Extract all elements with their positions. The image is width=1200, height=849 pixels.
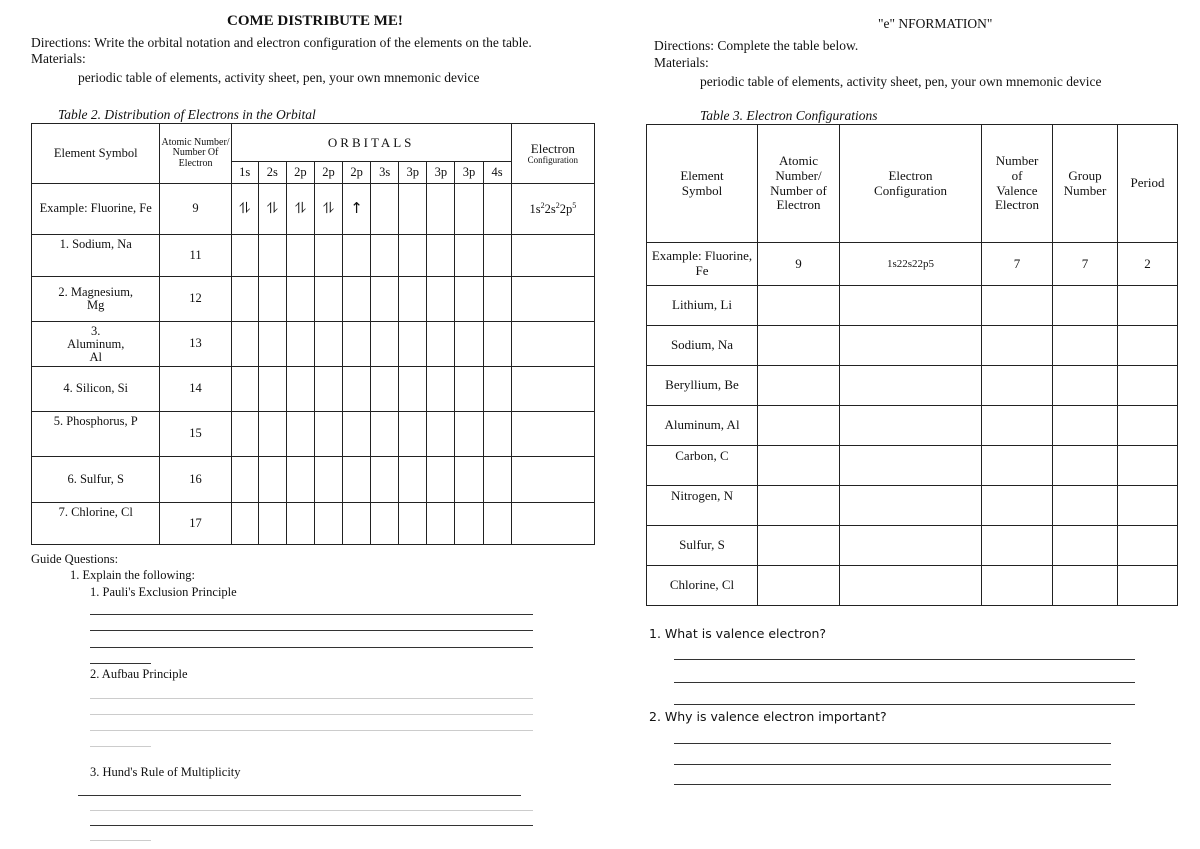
t3-row-element: Chlorine, Cl [647,566,758,606]
t3-row-element: Sulfur, S [647,526,758,566]
orbital-label: 1s [231,162,258,184]
answer-line[interactable] [90,810,533,811]
table-row [647,446,1178,486]
example-element: Example: Fluorine, Fe [32,184,160,235]
answer-line[interactable] [90,825,533,826]
row-element: 5. Phosphorus, P [32,412,160,457]
answer-line[interactable] [674,704,1135,705]
header-atomic-number: Atomic Number/ Number Of Electron [160,124,231,184]
table-row [32,235,595,277]
config-part: 2s [544,202,556,217]
table-row [647,566,1178,606]
orbital-label: 3p [399,162,427,184]
table-row [32,457,595,503]
t3-row-element: Lithium, Li [647,286,758,326]
row-number: 14 [160,367,231,412]
orbital-label: 2p [286,162,314,184]
t3-example-element: Example: Fluorine, Fe [647,243,758,286]
answer-line[interactable] [90,746,151,747]
t3-row-element: Sodium, Na [647,326,758,366]
header-electron-configuration [511,124,594,184]
table2-example-row [32,184,595,235]
answer-line[interactable] [674,682,1135,683]
right-materials-label: Materials: [654,55,709,70]
answer-line[interactable] [90,698,533,699]
table-row [647,526,1178,566]
row-element: 2. Magnesium, Mg [32,277,160,322]
row-element: 1. Sodium, Na [32,235,160,277]
config-part: 5 [572,200,577,210]
row-number: 12 [160,277,231,322]
guide-questions-heading: Guide Questions: [31,552,119,566]
orbital-arrows: ⥮ [314,184,342,235]
t3-header-group: Group Number [1053,125,1118,243]
config-part: 2p [559,202,573,217]
t3-example-configuration: 1s22s22p5 [840,243,982,286]
row-element: 4. Silicon, Si [32,367,160,412]
t3-header-atomic-number: Atomic Number/ Number of Electron [758,125,840,243]
t3-header-valence: Number of Valence Electron [982,125,1053,243]
example-number: 9 [160,184,231,235]
right-materials: periodic table of elements, activity sheet, pen, your own mnemonic device [700,74,1102,89]
right-page-title: "e" NFORMATION" [878,16,993,31]
answer-line[interactable] [674,743,1111,744]
orbital-distribution-table [31,123,595,545]
t3-row-element: Nitrogen, N [647,486,758,526]
orbital-label: 3s [371,162,399,184]
table-row [647,326,1178,366]
answer-line[interactable] [90,730,533,731]
row-element: 7. Chlorine, Cl [32,503,160,545]
answer-line[interactable] [90,630,533,631]
t3-header-period: Period [1118,125,1178,243]
t3-row-element: Aluminum, Al [647,406,758,446]
guide-item-aufbau: 2. Aufbau Principle [90,667,188,681]
config-part: 1s [529,202,541,217]
orbital-arrows: ↑ [343,184,371,235]
answer-line[interactable] [674,764,1111,765]
table3-example-row [647,243,1178,286]
table-row [32,367,595,412]
orbital-label: 2s [258,162,286,184]
answer-line[interactable] [90,647,533,648]
row-element: 3. Aluminum, Al [32,322,160,367]
header-element-symbol: Element Symbol [32,124,160,184]
left-materials: periodic table of elements, activity sheet, pen, your own mnemonic device [78,70,480,85]
table-row [32,277,595,322]
header-electron-label: Electron [530,140,575,156]
guide-question-1: 1. Explain the following: [70,568,195,582]
answer-line[interactable] [90,614,533,615]
t3-example-group: 7 [1053,243,1118,286]
row-number: 15 [160,412,231,457]
example-configuration [511,184,594,235]
orbital-label: 3p [427,162,455,184]
table-row [647,406,1178,446]
answer-line[interactable] [90,663,151,664]
t3-example-number: 9 [758,243,840,286]
header-orbitals: ORBITALS [231,124,511,162]
row-number: 17 [160,503,231,545]
row-number: 11 [160,235,231,277]
electron-configuration-table [646,124,1178,606]
t3-example-period: 2 [1118,243,1178,286]
table-row [647,486,1178,526]
answer-line[interactable] [674,784,1111,785]
table2-caption: Table 2. Distribution of Electrons in the Orbital [58,107,316,122]
t3-header-electron-configuration: Electron Configuration [840,125,982,243]
t3-row-element: Carbon, C [647,446,758,486]
guide-item-pauli: 1. Pauli's Exclusion Principle [90,585,237,599]
row-element: 6. Sulfur, S [32,457,160,503]
table-row [32,322,595,367]
question-valence-electron: 1. What is valence electron? [649,626,827,641]
answer-line[interactable] [78,795,521,796]
orbital-label: 3p [455,162,483,184]
left-directions: Directions: Write the orbital notation and electron configuration of the elements on the table. [31,35,532,50]
table-row [32,503,595,545]
left-page-title: COME DISTRIBUTE ME! [227,13,403,29]
table-row [32,412,595,457]
answer-line[interactable] [90,714,533,715]
t3-header-element-symbol: Element Symbol [647,125,758,243]
orbital-label: 4s [483,162,511,184]
left-materials-label: Materials: [31,51,86,66]
table3-caption: Table 3. Electron Configurations [700,108,878,123]
orbital-arrows: ⥮ [258,184,286,235]
header-configuration-label: Configuration [527,154,579,165]
row-number: 13 [160,322,231,367]
right-directions: Directions: Complete the table below. [654,38,859,53]
guide-item-hund: 3. Hund's Rule of Multiplicity [90,765,241,779]
t3-row-element: Beryllium, Be [647,366,758,406]
orbital-label: 2p [343,162,371,184]
orbital-label: 2p [314,162,342,184]
answer-line[interactable] [90,840,151,841]
table-row [647,286,1178,326]
config-part: 2 [540,200,545,210]
table-row [647,366,1178,406]
orbital-arrows: ⥮ [231,184,258,235]
orbital-arrows: ⥮ [286,184,314,235]
config-part: 2 [555,200,560,210]
t3-example-valence: 7 [982,243,1053,286]
row-number: 16 [160,457,231,503]
answer-line[interactable] [674,659,1135,660]
question-valence-importance: 2. Why is valence electron important? [649,709,887,724]
